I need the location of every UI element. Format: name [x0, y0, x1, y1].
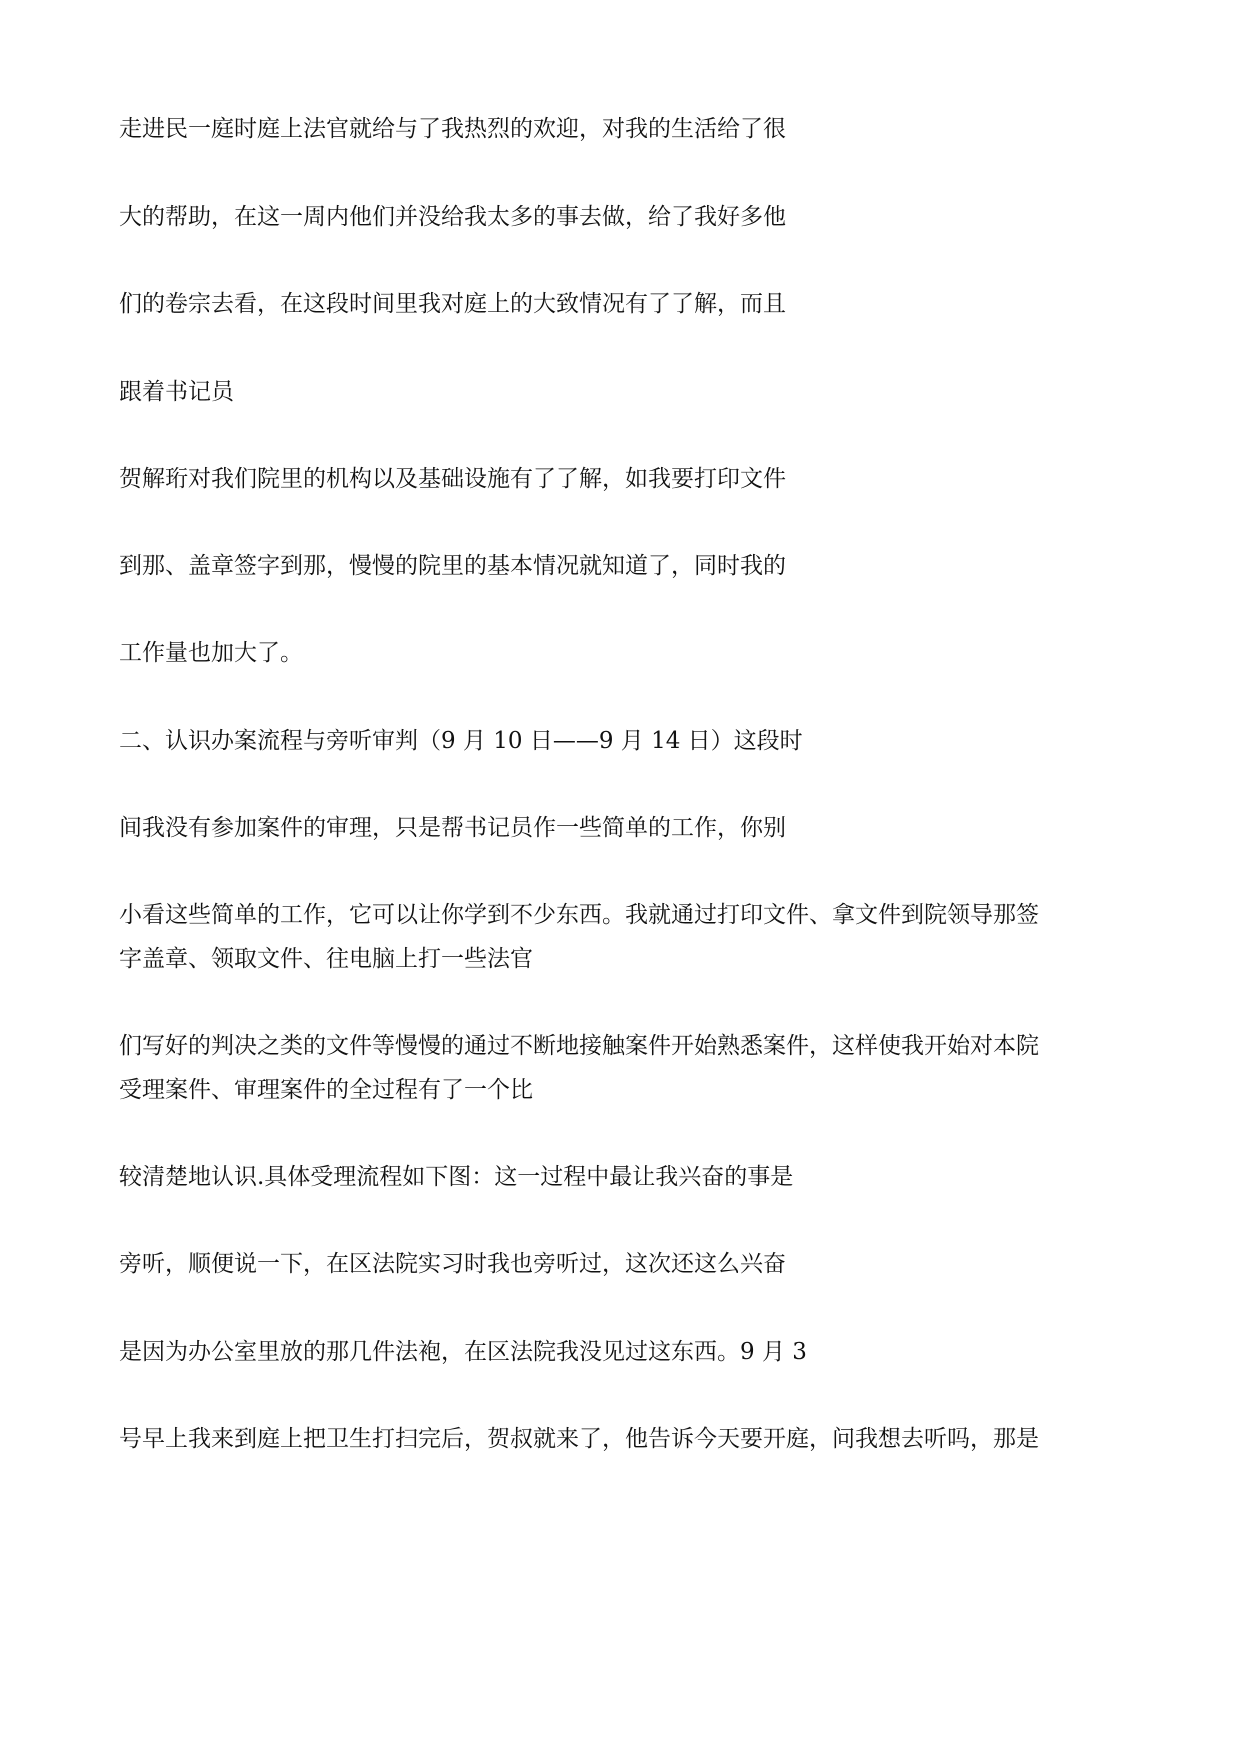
- text-line-13: 受理案件、审理案件的全过程有了一个比: [119, 1077, 533, 1103]
- text-line-12: 们写好的判决之类的文件等慢慢的通过不断地接触案件开始熟悉案件，这样使我开始对本院: [119, 1033, 1039, 1059]
- text-line-6: 到那、盖章签字到那，慢慢的院里的基本情况就知道了，同时我的: [119, 553, 786, 579]
- text-line-8: 二、认识办案流程与旁听审判（9 月 10 日——9 月 14 日）这段时: [119, 728, 803, 754]
- text-line-10: 小看这些简单的工作，它可以让你学到不少东西。我就通过打印文件、拿文件到院领导那签: [119, 902, 1039, 928]
- text-line-15: 旁听，顺便说一下，在区法院实习时我也旁听过，这次还这么兴奋: [119, 1251, 786, 1277]
- text-line-14: 较清楚地认识.具体受理流程如下图：这一过程中最让我兴奋的事是: [119, 1164, 794, 1190]
- text-line-16: 是因为办公室里放的那几件法袍，在区法院我没见过这东西。9 月 3: [119, 1339, 807, 1365]
- text-line-3: 们的卷宗去看，在这段时间里我对庭上的大致情况有了了解，而且: [119, 291, 786, 317]
- text-line-9: 间我没有参加案件的审理，只是帮书记员作一些简单的工作，你别: [119, 815, 786, 841]
- text-line-7: 工作量也加大了。: [119, 640, 303, 666]
- text-line-17: 号早上我来到庭上把卫生打扫完后，贺叔就来了，他告诉今天要开庭，问我想去听吗，那是: [119, 1426, 1039, 1452]
- text-line-5: 贺解珩对我们院里的机构以及基础设施有了了解，如我要打印文件: [119, 466, 786, 492]
- text-line-4: 跟着书记员: [119, 379, 234, 405]
- text-line-2: 大的帮助，在这一周内他们并没给我太多的事去做，给了我好多他: [119, 204, 786, 230]
- text-line-1: 走进民一庭时庭上法官就给与了我热烈的欢迎，对我的生活给了很: [119, 116, 786, 142]
- text-line-11: 字盖章、领取文件、往电脑上打一些法官: [119, 946, 533, 972]
